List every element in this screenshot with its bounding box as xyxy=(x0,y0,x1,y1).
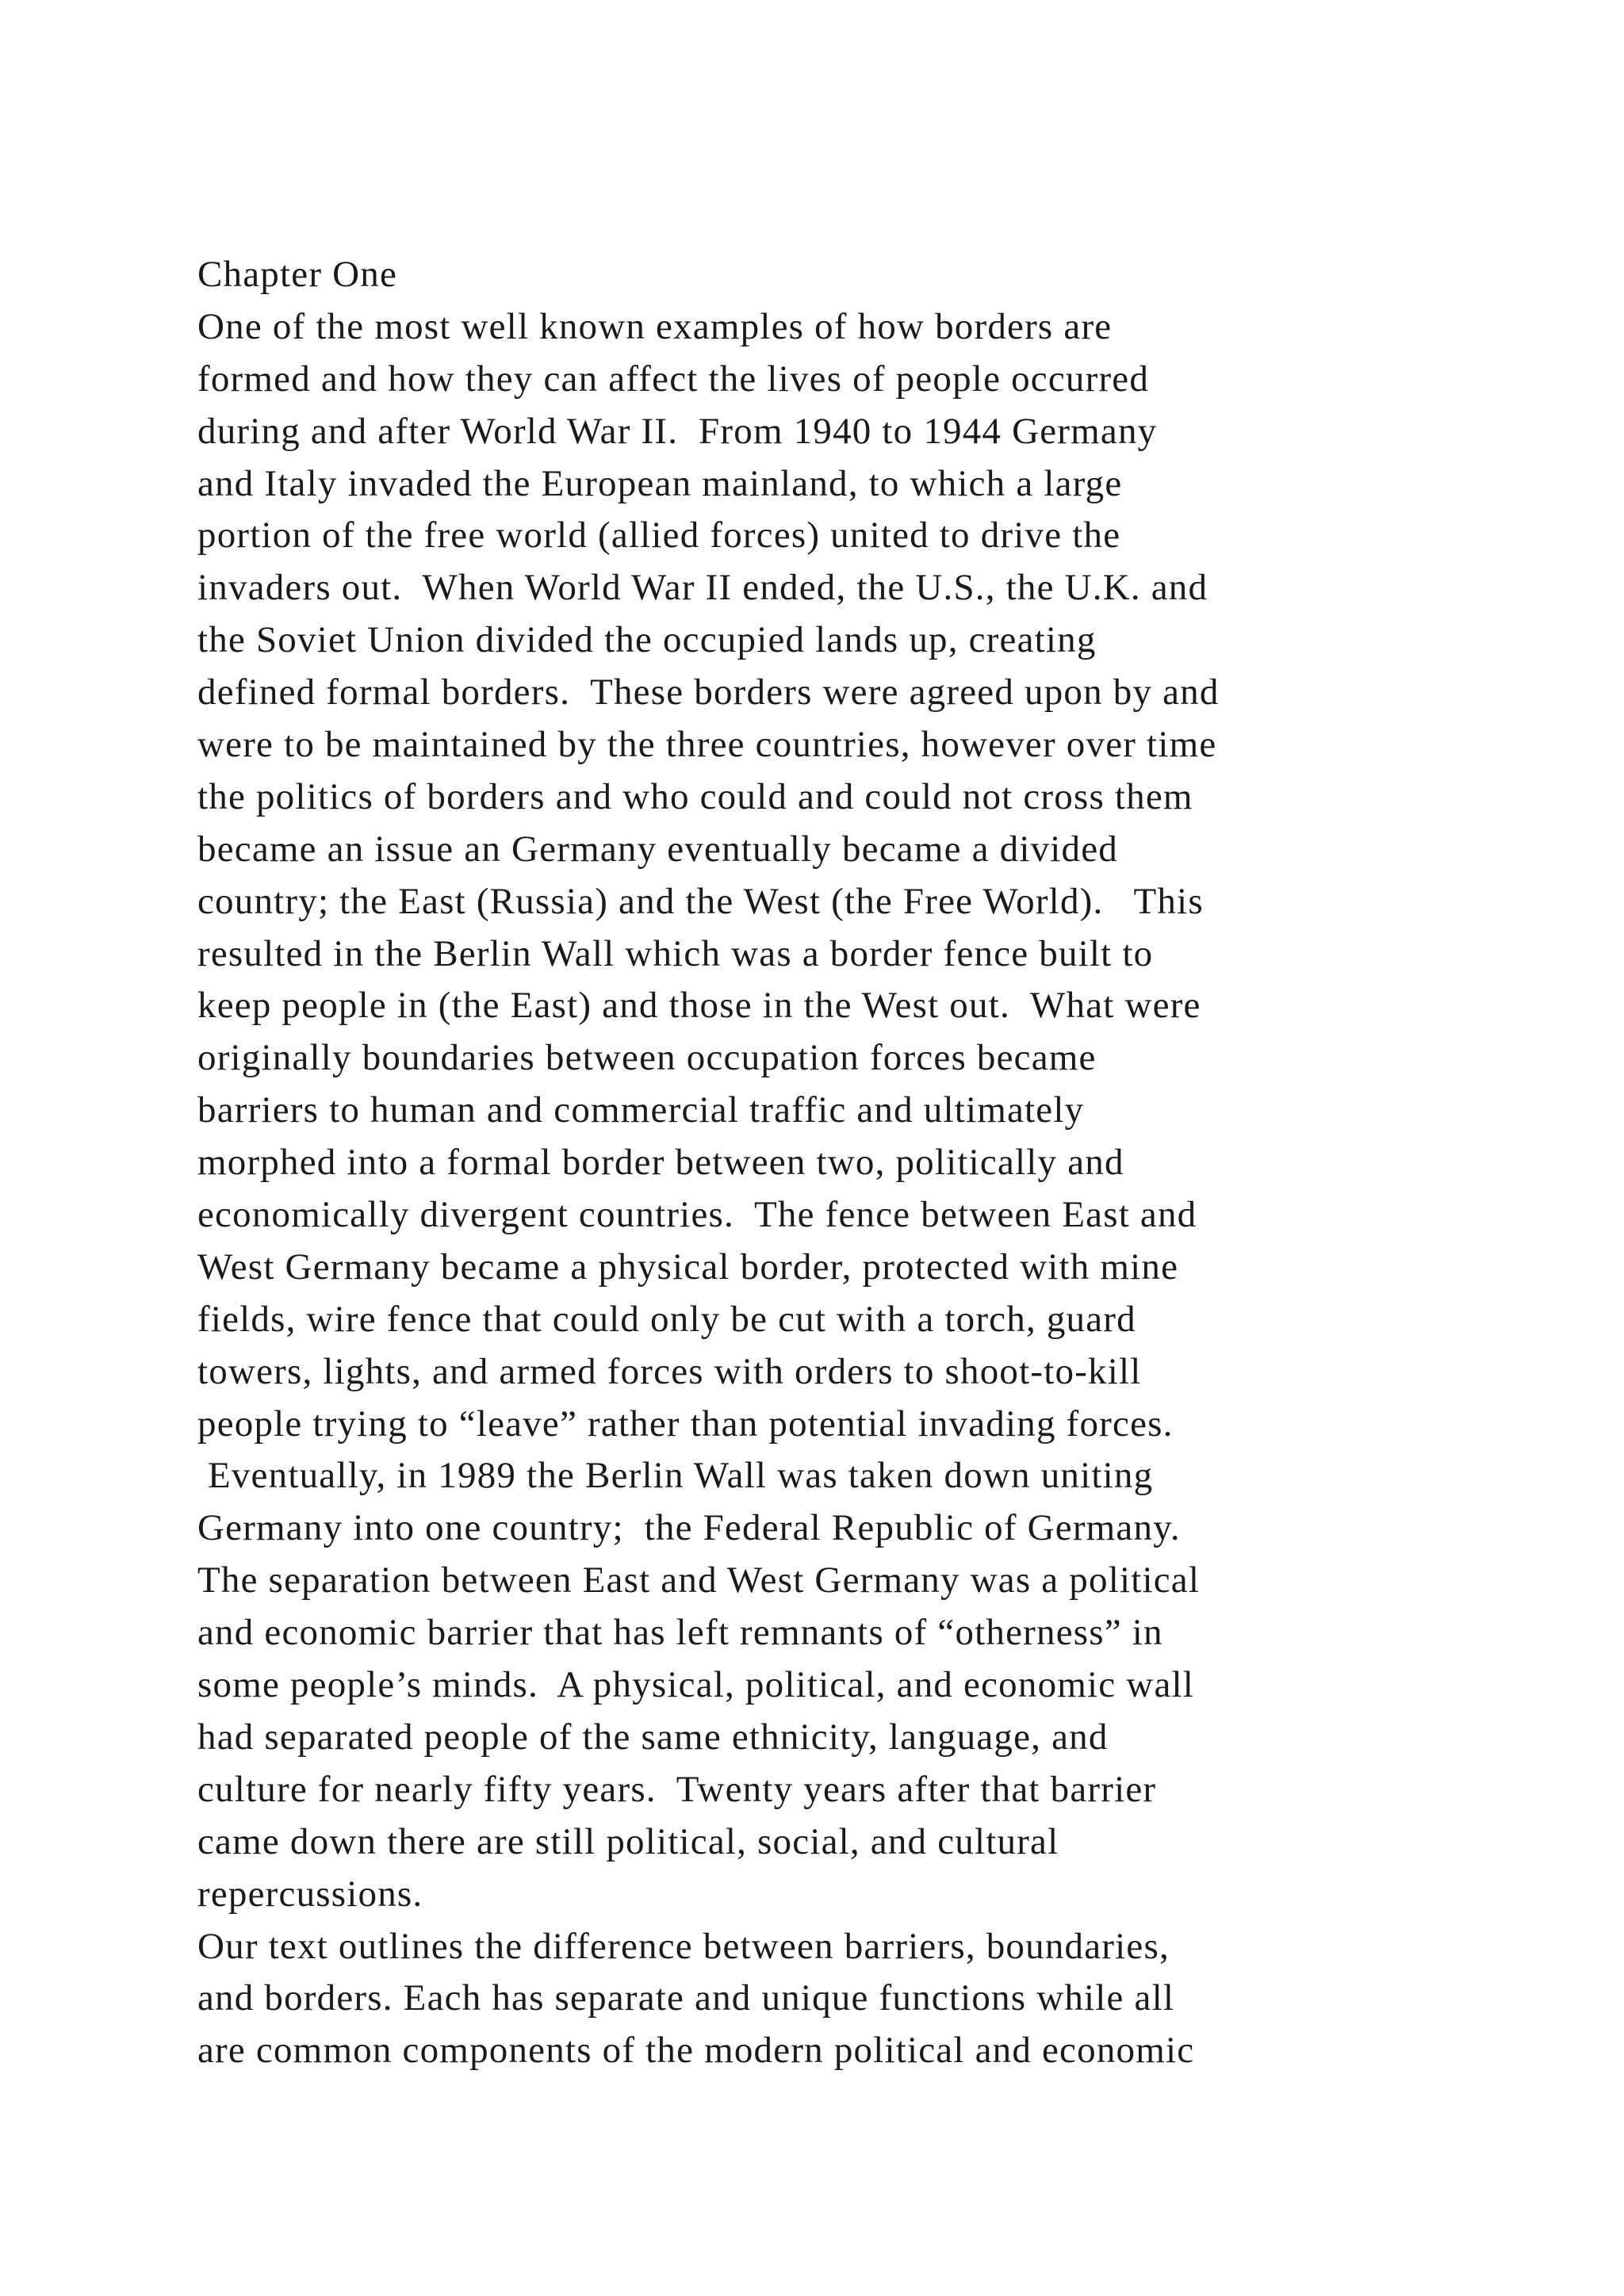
text-line: and borders. Each has separate and unique functions while all xyxy=(197,1977,1175,2019)
document-body xyxy=(197,249,1545,2077)
text-line: resulted in the Berlin Wall which was a border fence built to xyxy=(197,932,1154,974)
text-line: The separation between East and West Germany was a political xyxy=(197,1559,1201,1601)
text-line: during and after World War II. From 1940 to 1944 Germany xyxy=(197,410,1158,452)
text-line: West Germany became a physical border, protected with mine xyxy=(197,1246,1179,1288)
text-line: formed and how they can affect the lives of people occurred xyxy=(197,358,1150,400)
text-line: morphed into a formal border between two, politically and xyxy=(197,1142,1124,1184)
text-line: fields, wire fence that could only be cut with a torch, guard xyxy=(197,1298,1136,1340)
text-line: Our text outlines the difference between barriers, boundaries, xyxy=(197,1925,1170,1967)
text-line: economically divergent countries. The fence between East and xyxy=(197,1194,1197,1236)
text-line: the politics of borders and who could and could not cross them xyxy=(197,775,1193,817)
text-line: and economic barrier that has left remnants of “otherness” in xyxy=(197,1612,1163,1654)
text-line: country; the East (Russia) and the West (the Free World). This xyxy=(197,880,1204,922)
text-line: some people’s minds. A physical, political, and economic wall xyxy=(197,1664,1195,1706)
text-line: invaders out. When World War II ended, the U.S., the U.K. and xyxy=(197,567,1208,609)
text-line: came down there are still political, social, and cultural xyxy=(197,1820,1059,1862)
text-line: had separated people of the same ethnicity, language, and xyxy=(197,1716,1109,1758)
text-line: portion of the free world (allied forces) united to drive the xyxy=(197,515,1121,557)
text-line: defined formal borders. These borders were agreed upon by and xyxy=(197,672,1220,714)
text-line: keep people in (the East) and those in the West out. What were xyxy=(197,985,1201,1027)
text-line: Eventually, in 1989 the Berlin Wall was taken down uniting xyxy=(197,1455,1154,1497)
text-line: Germany into one country; the Federal Republic of Germany. xyxy=(197,1507,1181,1549)
text-line: originally boundaries between occupation forces became xyxy=(197,1037,1097,1079)
text-line: are common components of the modern political and economic xyxy=(197,2030,1195,2072)
text-line: became an issue an Germany eventually became a divided xyxy=(197,828,1118,870)
chapter-heading: Chapter One xyxy=(197,254,398,295)
text-line: barriers to human and commercial traffic and ultimately xyxy=(197,1089,1085,1131)
text-line: culture for nearly fifty years. Twenty years after that barrier xyxy=(197,1768,1157,1810)
text-line: the Soviet Union divided the occupied lands up, creating xyxy=(197,619,1097,661)
text-line: One of the most well known examples of how borders are xyxy=(197,305,1113,347)
text-line: towers, lights, and armed forces with orders to shoot-to-kill xyxy=(197,1350,1142,1392)
text-line: and Italy invaded the European mainland, to which a large xyxy=(197,462,1123,504)
text-line: repercussions. xyxy=(197,1873,423,1915)
text-line: people trying to “leave” rather than potential invading forces. xyxy=(197,1402,1174,1445)
text-line: were to be maintained by the three countries, however over time xyxy=(197,724,1217,766)
